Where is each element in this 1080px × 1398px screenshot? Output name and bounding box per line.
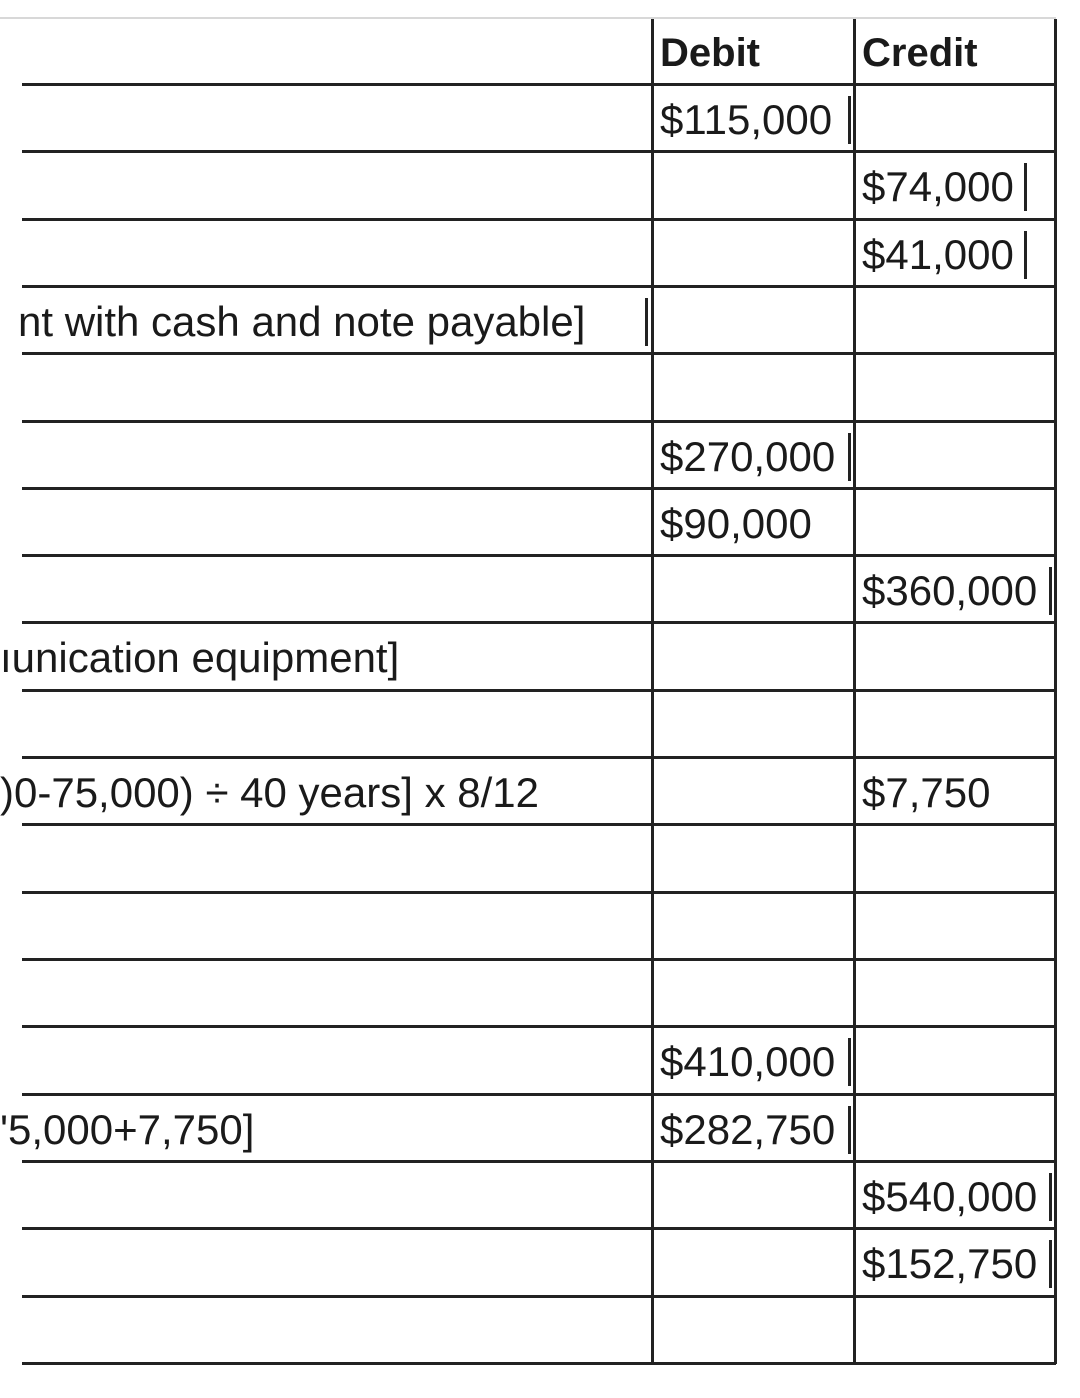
debit-cell	[656, 355, 853, 421]
description-cell: nt with cash and note payable]	[18, 298, 586, 345]
credit-header: Credit	[862, 31, 978, 75]
debit-cell: $90,000	[660, 500, 812, 547]
debit-cell	[656, 1298, 853, 1364]
debit-cell: $282,750	[660, 1106, 836, 1153]
debit-cell	[656, 894, 853, 960]
cell-edge-mark	[1049, 1240, 1052, 1288]
description-cell	[0, 355, 652, 421]
cell-edge-mark	[1024, 163, 1027, 211]
debit-cell	[656, 557, 853, 623]
credit-cell: $152,750	[862, 1240, 1038, 1287]
credit-cell	[858, 86, 1056, 152]
description-cell	[0, 153, 652, 219]
description-cell	[0, 961, 652, 1027]
description-cell	[0, 1163, 652, 1229]
debit-cell	[656, 759, 853, 825]
credit-cell	[858, 692, 1056, 758]
debit-cell	[656, 1163, 853, 1229]
debit-cell	[656, 1230, 853, 1296]
description-cell	[0, 826, 652, 892]
description-cell	[0, 557, 652, 623]
description-cell	[0, 86, 652, 152]
debit-cell	[656, 221, 853, 287]
credit-cell	[858, 624, 1056, 690]
cell-edge-mark	[1049, 1173, 1052, 1221]
credit-cell	[858, 423, 1056, 489]
credit-cell	[858, 894, 1056, 960]
credit-cell: $360,000	[862, 567, 1038, 614]
cell-edge-mark	[848, 1038, 851, 1086]
debit-cell: $115,000	[660, 96, 833, 143]
credit-cell	[858, 1298, 1056, 1364]
debit-cell	[656, 826, 853, 892]
description-cell	[0, 490, 652, 556]
credit-cell	[858, 288, 1056, 354]
description-cell	[0, 1298, 652, 1364]
debit-header: Debit	[660, 31, 760, 75]
cell-edge-mark	[848, 433, 851, 481]
cell-edge-mark	[1049, 567, 1052, 615]
description-cell: )0-75,000) ÷ 40 years] x 8/12	[0, 769, 540, 816]
description-cell	[0, 692, 652, 758]
description-cell	[0, 894, 652, 960]
cell-edge-mark	[848, 96, 851, 144]
credit-cell	[858, 1028, 1056, 1094]
credit-cell	[858, 355, 1056, 421]
credit-cell	[858, 490, 1056, 556]
cell-edge-mark	[645, 298, 648, 346]
credit-cell	[858, 1096, 1056, 1162]
credit-cell: $74,000	[862, 163, 1014, 210]
debit-cell	[656, 288, 853, 354]
description-cell: '5,000+7,750]	[0, 1106, 255, 1153]
cell-edge-mark	[848, 1106, 851, 1154]
credit-cell: $7,750	[862, 769, 991, 816]
debit-cell: $410,000	[660, 1038, 836, 1085]
credit-cell: $540,000	[862, 1173, 1038, 1220]
debit-cell	[656, 153, 853, 219]
debit-cell: $270,000	[660, 433, 836, 480]
description-cell	[0, 423, 652, 489]
credit-cell: $41,000	[862, 231, 1014, 278]
cell-edge-mark	[1024, 231, 1027, 279]
description-cell	[0, 1028, 652, 1094]
description-cell	[0, 1230, 652, 1296]
debit-cell	[656, 624, 853, 690]
credit-cell	[858, 826, 1056, 892]
debit-cell	[656, 961, 853, 1027]
description-cell: ıunication equipment]	[0, 634, 400, 681]
description-cell	[0, 221, 652, 287]
debit-cell	[656, 692, 853, 758]
credit-cell	[858, 961, 1056, 1027]
